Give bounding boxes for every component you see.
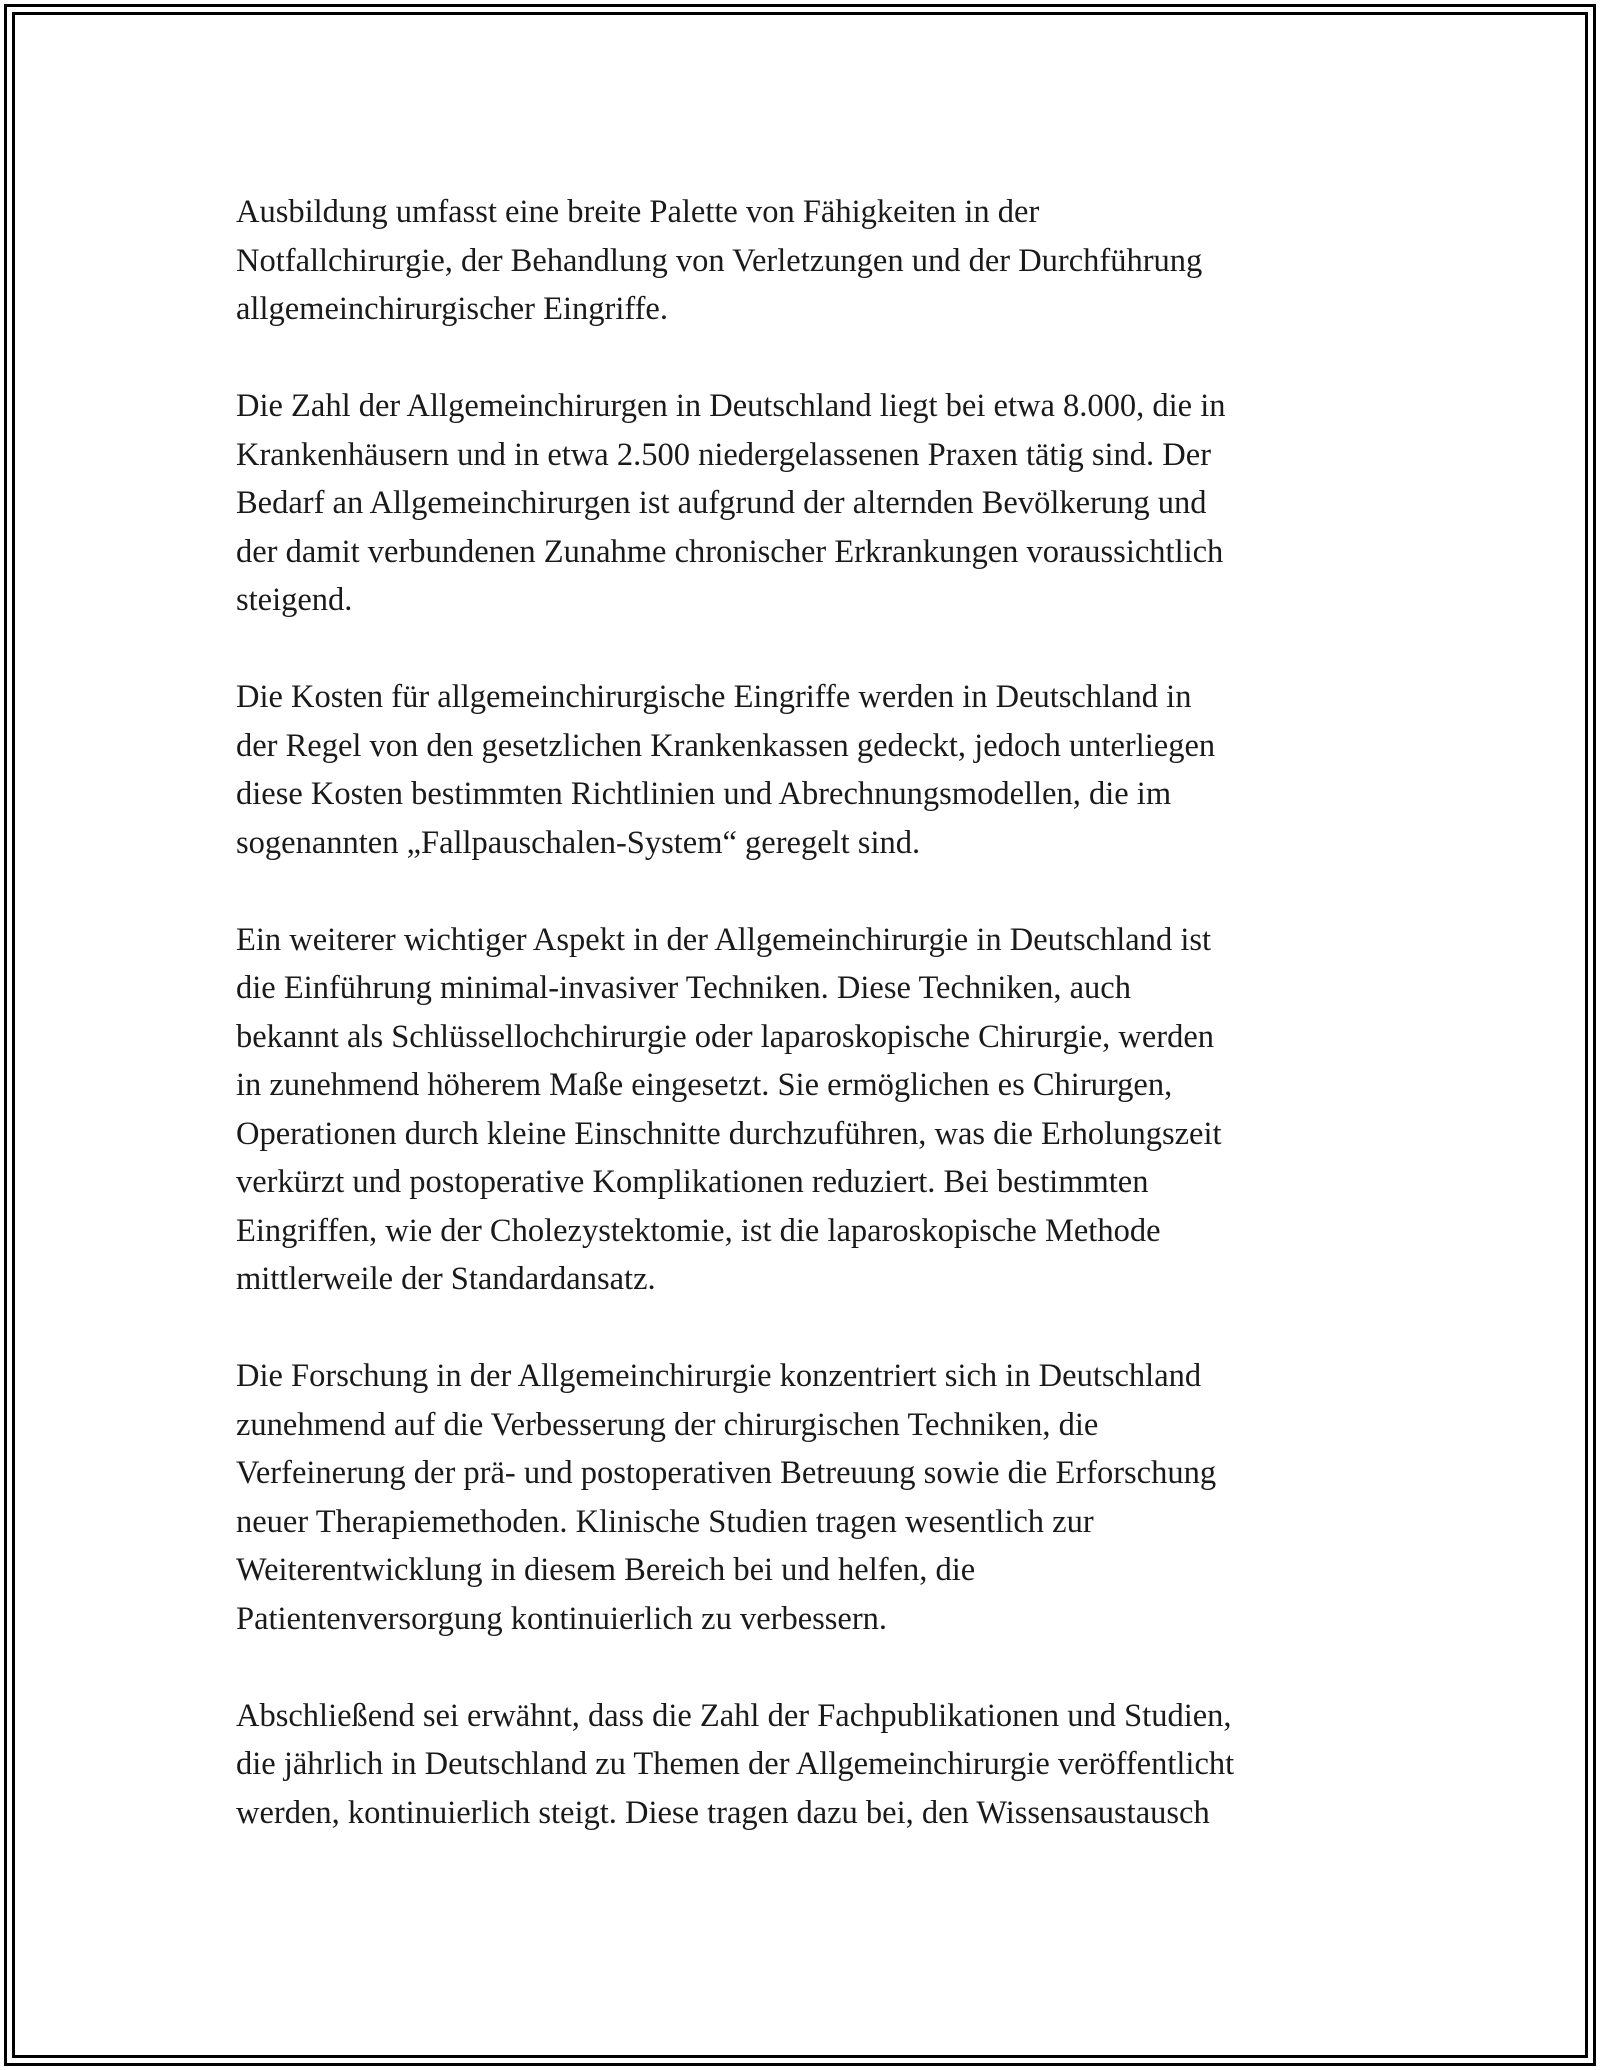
text-line: mittlerweile der Standardansatz.	[236, 1261, 656, 1297]
text-line: Krankenhäusern und in etwa 2.500 niedergelassenen Praxen tätig sind. Der	[236, 436, 1212, 473]
text-line: zunehmend auf die Verbesserung der chirurgischen Techniken, die	[236, 1406, 1099, 1443]
text-line: in zunehmend höherem Maße eingesetzt. Sie ermöglichen es Chirurgen,	[236, 1067, 1173, 1103]
document-body	[236, 188, 1386, 1886]
text-line: der Regel von den gesetzlichen Krankenkassen gedeckt, jedoch unterliegen	[236, 727, 1216, 764]
text-line: Operationen durch kleine Einschnitte durchzuführen, was die Erholungszeit	[236, 1115, 1222, 1152]
text-line: Die Zahl der Allgemeinchirurgen in Deutschland liegt bei etwa 8.000, die in	[236, 388, 1226, 424]
text-line: Abschließend sei erwähnt, dass die Zahl der Fachpublikationen und Studien,	[236, 1697, 1232, 1734]
text-line: Patientenversorgung kontinuierlich zu verbessern.	[236, 1600, 888, 1637]
text-line: Weiterentwicklung in diesem Bereich bei und helfen, die	[236, 1552, 976, 1588]
text-line: allgemeinchirurgischer Eingriffe.	[236, 291, 668, 327]
text-line: steigend.	[236, 582, 353, 618]
text-line: der damit verbundenen Zunahme chronischer Erkrankungen voraussichtlich	[236, 533, 1224, 570]
paragraph-research	[236, 1352, 1386, 1643]
paragraph-surgeon-count	[236, 382, 1386, 625]
text-line: neuer Therapiemethoden. Klinische Studien tragen wesentlich zur	[236, 1503, 1094, 1540]
text-line: Ausbildung umfasst eine breite Palette von Fähigkeiten in der	[236, 194, 1040, 230]
text-line: diese Kosten bestimmten Richtlinien und Abrechnungsmodellen, die im	[236, 776, 1172, 812]
paragraph-minimal-invasive	[236, 916, 1386, 1304]
text-line: die jährlich in Deutschland zu Themen der Allgemeinchirurgie veröffentlicht	[236, 1746, 1235, 1782]
paragraph-training	[236, 188, 1386, 334]
text-line: die Einführung minimal-invasiver Techniken. Diese Techniken, auch	[236, 970, 1131, 1006]
paragraph-conclusion	[236, 1692, 1386, 1838]
text-line: Die Forschung in der Allgemeinchirurgie konzentriert sich in Deutschland	[236, 1358, 1202, 1394]
text-line: Ein weiterer wichtiger Aspekt in der Allgemeinchirurgie in Deutschland ist	[236, 921, 1212, 958]
text-line: verkürzt und postoperative Komplikationen reduziert. Bei bestimmten	[236, 1164, 1149, 1200]
text-line: Bedarf an Allgemeinchirurgen ist aufgrund der alternden Bevölkerung und	[236, 485, 1207, 521]
text-line: werden, kontinuierlich steigt. Diese tragen dazu bei, den Wissensaustausch	[236, 1794, 1210, 1831]
text-line: Eingriffen, wie der Cholezystektomie, ist die laparoskopische Methode	[236, 1212, 1161, 1249]
text-line: bekannt als Schlüssellochchirurgie oder laparoskopische Chirurgie, werden	[236, 1018, 1215, 1055]
text-line: Notfallchirurgie, der Behandlung von Verletzungen und der Durchführung	[236, 242, 1203, 279]
paragraph-costs	[236, 673, 1386, 867]
text-line: sogenannten „Fallpauschalen-System“ geregelt sind.	[236, 824, 921, 861]
text-line: Verfeinerung der prä- und postoperativen Betreuung sowie die Erforschung	[236, 1455, 1217, 1491]
text-line: Die Kosten für allgemeinchirurgische Eingriffe werden in Deutschland in	[236, 679, 1192, 715]
